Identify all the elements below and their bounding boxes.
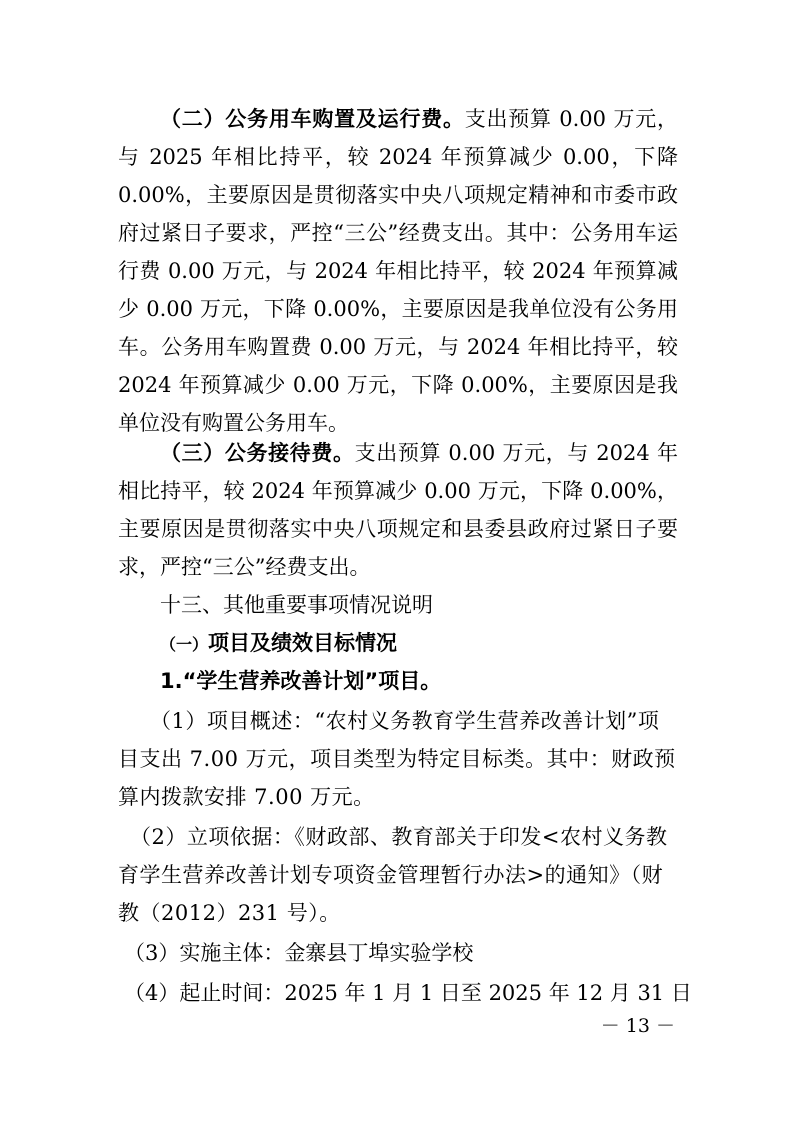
project-overview: （1）项目概述：“农村义务教育学生营养改善计划”项目支出 7.00 万元，项目类型为特定目标类。其中：财政预算内拨款安排 7.00 万元。 [118,709,676,809]
project-period: （4）起止时间：2025 年 1 月 1 日至 2025 年 12 月 31 日 [124,981,692,1005]
text-vehicle-costs: 支出预算 0.00 万元，与 2025 年相比持平，较 2024 年预算减少 0.00，下降 0.00%，主要原因是贯彻落实中央八项规定精神和市委市政府过紧日子要求，严控“三公”经费支出。其中：公务用车运行费 0.00 万元，与 2024 年相比持平，较 2024 年预算减少 0.00 万元，下降 0.00%，主要原因是我单位没有公务用车。公务用车购置费 0.00 万元，与 2024 年相比持平，较 2024 年预算减少 0.00 万元，下降 0.00%，主要原因是我单位没有购置公务用车。 [118,107,678,435]
project-basis: （2）立项依据：《财政部、教育部关于印发<农村义务教育学生营养改善计划专项资金管理暂行办法>的通知》（财教（2012）231 号）。 [118,825,668,925]
heading-vehicle-costs: （二）公务用车购置及运行费。 [160,106,465,131]
text-reception-costs: 支出预算 0.00 万元，与 2024 年相比持平，较 2024 年预算减少 0.00 万元，下降 0.00%，主要原因是贯彻落实中央八项规定和县委县政府过紧日子要求，严控“三公”经费支出。 [118,441,679,579]
chapter-heading-other-matters: 十三、其他重要事项情况说明 [160,593,433,617]
project-heading-nutrition: 1.“学生营养改善计划”项目。 [160,669,442,693]
page-number: － 13 － [600,1015,675,1037]
paragraph-reception-costs [118,434,678,586]
subsection-heading-project-goals [160,624,678,664]
subsection-marker: （一） [160,635,209,654]
heading-reception-costs: （三）公务接待费。 [160,440,355,465]
project-implementer: （3）实施主体：金寨县丁埠实验学校 [124,941,474,965]
paragraph-vehicle-costs [118,100,678,442]
subsection-title: 项目及绩效目标情况 [208,630,398,655]
